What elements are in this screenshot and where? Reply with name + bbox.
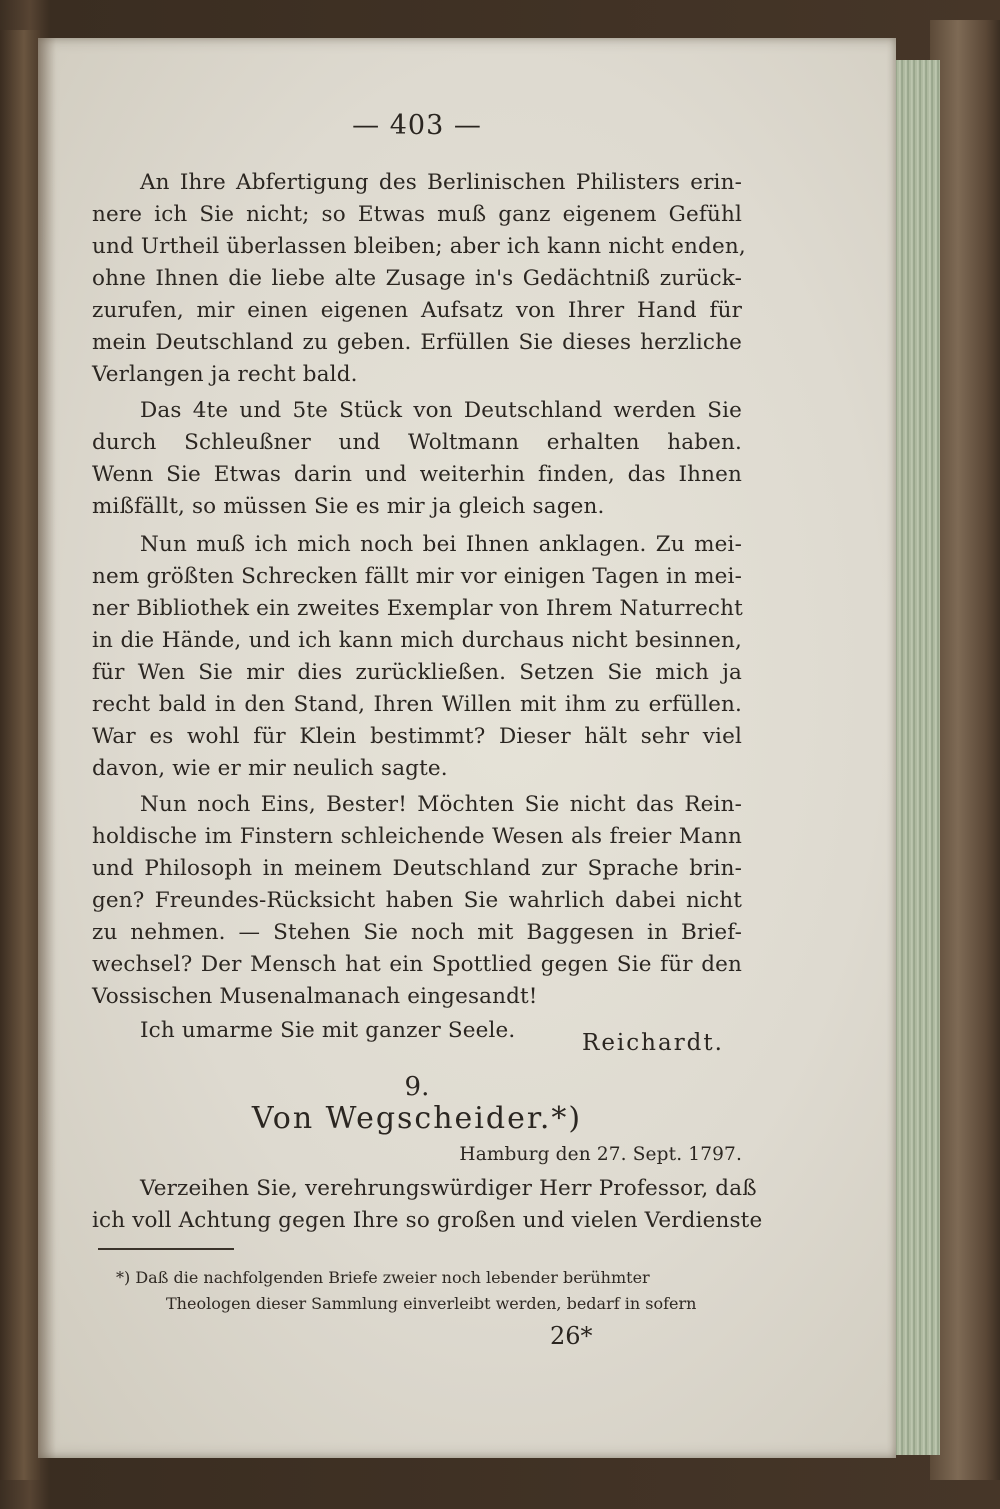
page-header: — 403 — [352, 110, 482, 141]
footnote-line: Theologen dieser Sammlung einverleibt werden, bedarf in sofern [166, 1294, 697, 1313]
text-line: zurufen, mir einen eigenen Aufsatz von Ihrer Hand für [92, 298, 742, 323]
right-cover-edge [930, 20, 1000, 1480]
text-line: Verzeihen Sie, verehrungswürdiger Herr Professor, daß [140, 1176, 757, 1201]
text-line: wechsel? Der Mensch hat ein Spottlied gegen Sie für den [92, 952, 742, 977]
text-line: Vossischen Musenalmanach eingesandt! [92, 984, 538, 1009]
printer-signature-mark: 26* [550, 1322, 593, 1350]
text-line: und Urtheil überlassen bleiben; aber ich kann nicht enden, [92, 234, 746, 259]
section-number: 9. [404, 1072, 430, 1102]
text-line: ohne Ihnen die liebe alte Zusage in's Gedächtniß zurück- [92, 266, 742, 291]
footnote-line: *) Daß die nachfolgenden Briefe zweier noch lebender berühmter [116, 1268, 650, 1287]
page-block-edge [890, 60, 940, 1455]
text-line: War es wohl für Klein bestimmt? Dieser hält sehr viel [92, 724, 742, 749]
text-line: und Philosoph in meinem Deutschland zur Sprache brin- [92, 856, 742, 881]
text-line: holdische im Finstern schleichende Wesen als freier Mann [92, 824, 742, 849]
text-line: nere ich Sie nicht; so Etwas muß ganz eigenem Gefühl [92, 202, 742, 227]
text-line: Nun noch Eins, Bester! Möchten Sie nicht das Rein- [140, 792, 742, 817]
text-line: ich voll Achtung gegen Ihre so großen und vielen Verdienste [92, 1208, 763, 1233]
text-line: Das 4te und 5te Stück von Deutschland werden Sie [140, 398, 742, 423]
text-line: recht bald in den Stand, Ihren Willen mit ihm zu erfüllen. [92, 692, 742, 717]
text-line: davon, wie er mir neulich sagte. [92, 756, 448, 781]
text-line: ner Bibliothek ein zweites Exemplar von Ihrem Naturrecht [92, 596, 743, 621]
dateline: Hamburg den 27. Sept. 1797. [459, 1144, 742, 1165]
left-cover-edge [0, 30, 40, 1480]
text-line: Nun muß ich mich noch bei Ihnen anklagen. Zu mei- [140, 532, 742, 557]
closing-line: Ich umarme Sie mit ganzer Seele. [140, 1018, 516, 1043]
section-heading: Von Wegscheider.*) [251, 1101, 583, 1136]
footnote-rule [98, 1248, 234, 1250]
page-gutter-shadow [38, 38, 56, 1458]
text-line: mein Deutschland zu geben. Erfüllen Sie dieses herzliche [92, 330, 742, 355]
text-line: gen? Freundes-Rücksicht haben Sie wahrlich dabei nicht [92, 888, 742, 913]
sender-name: Reichardt. [582, 1030, 724, 1056]
text-line: nem größten Schrecken fällt mir vor einigen Tagen in mei- [92, 564, 742, 589]
text-line: mißfällt, so müssen Sie es mir ja gleich sagen. [92, 494, 605, 519]
text-line: Verlangen ja recht bald. [92, 362, 358, 387]
text-line: Wenn Sie Etwas darin und weiterhin finden, das Ihnen [92, 462, 742, 487]
text-line: in die Hände, und ich kann mich durchaus nicht besinnen, [92, 628, 742, 653]
text-line: zu nehmen. — Stehen Sie noch mit Baggesen in Brief- [92, 920, 742, 945]
text-line: durch Schleußner und Woltmann erhalten haben. [92, 430, 742, 455]
text-line: An Ihre Abfertigung des Berlinischen Philisters erin- [140, 170, 742, 195]
text-line: für Wen Sie mir dies zurückließen. Setzen Sie mich ja [92, 660, 742, 685]
